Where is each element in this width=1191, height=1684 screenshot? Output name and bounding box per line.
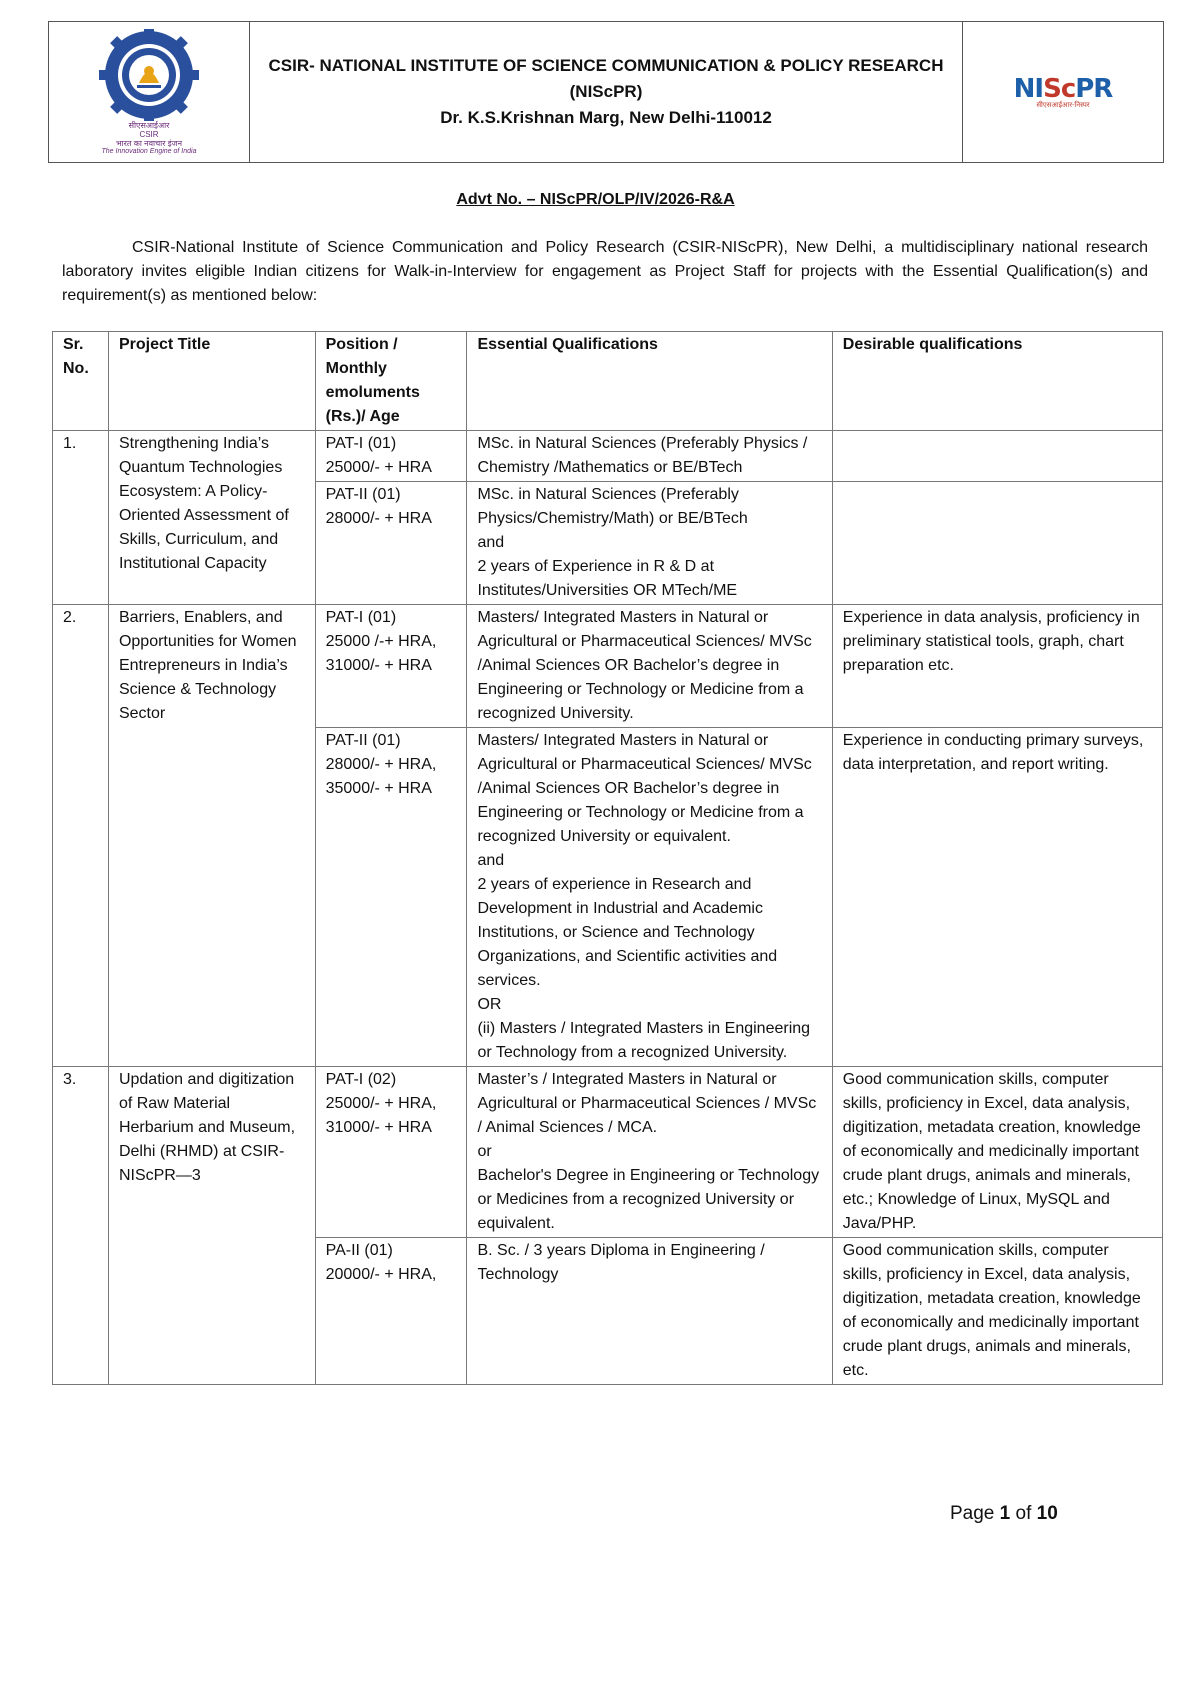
sr-no-cell: 1.	[53, 431, 109, 605]
position-cell: PAT-I (01) 25000 /-+ HRA, 31000/- + HRA	[315, 605, 467, 728]
desirable-qualification-cell: Good communication skills, computer skills, proficiency in Excel, data analysis, digitization, metadata creation, knowledge of economically and medicinally important crude plant drugs, animals and minerals, etc.; Knowledge of Linux, MySQL and Java/PHP.	[832, 1067, 1162, 1238]
position-cell: PAT-I (02) 25000/- + HRA, 31000/- + HRA	[315, 1067, 467, 1238]
project-title-cell: Updation and digitization of Raw Material Herbarium and Museum, Delhi (RHMD) at CSIR-NIScPR—3	[108, 1067, 315, 1385]
header-essential: Essential Qualifications	[467, 332, 832, 431]
header-position: Position / Monthly emoluments (Rs.)/ Age	[315, 332, 467, 431]
csir-tagline: The Innovation Engine of India	[101, 148, 197, 155]
essential-qualification-cell: Masters/ Integrated Masters in Natural or Agricultural or Pharmaceutical Sciences/ MVSc /Animal Sciences OR Bachelor’s degree in Engineering or Technology or Medicine from a recognized University.	[467, 605, 832, 728]
institute-title-block	[250, 22, 962, 162]
essential-qualification-cell: B. Sc. / 3 years Diploma in Engineering / Technology	[467, 1238, 832, 1385]
header-sr-no: Sr. No.	[53, 332, 109, 431]
niscpr-logo-sub: सीएसआईआर-निस्पर	[1036, 102, 1090, 109]
desirable-qualification-cell: Experience in conducting primary surveys, data interpretation, and report writing.	[832, 728, 1162, 1067]
project-title-cell: Strengthening India’s Quantum Technologies Ecosystem: A Policy-Oriented Assessment of Skills, Curriculum, and Institutional Capacity	[108, 431, 315, 605]
position-cell: PAT-I (01) 25000/- + HRA	[315, 431, 467, 482]
institute-address: Dr. K.S.Krishnan Marg, New Delhi-110012	[440, 108, 772, 127]
csir-hindi-tag: भारत का नवाचार इंजन	[115, 139, 183, 148]
csir-name: CSIR	[139, 130, 159, 139]
desirable-qualification-cell	[832, 431, 1162, 482]
advertisement-number: Advt No. – NIScPR/OLP/IV/2026-R&A	[456, 191, 735, 208]
desirable-qualification-cell: Good communication skills, computer skills, proficiency in Excel, data analysis, digitization, metadata creation, knowledge of economically and medicinally important crude plant drugs, animals and minerals, etc.	[832, 1238, 1162, 1385]
institute-abbrev: (NIScPR)	[569, 82, 643, 101]
position-cell: PA-II (01) 20000/- + HRA,	[315, 1238, 467, 1385]
institute-name: CSIR- NATIONAL INSTITUTE OF SCIENCE COMMUNICATION & POLICY RESEARCH	[268, 56, 944, 75]
csir-gear-emblem-icon	[99, 29, 199, 121]
table-row	[53, 605, 1163, 728]
table-row	[53, 431, 1163, 482]
desirable-qualification-cell	[832, 482, 1162, 605]
niscpr-logo	[962, 22, 1163, 162]
page-number	[950, 1503, 1058, 1525]
table-header-row	[53, 332, 1163, 431]
intro-text: CSIR-National Institute of Science Communication and Policy Research (CSIR-NIScPR), New Delhi, a multidisciplinary national research laboratory invites eligible Indian citizens for Walk-in-Interview for engagement as Project Staff for projects with the Essential Qualification(s) and requirement(s) as mentioned below:	[62, 239, 1148, 304]
project-title-cell: Barriers, Enablers, and Opportunities for Women Entrepreneurs in India’s Science & Technology Sector	[108, 605, 315, 1067]
sr-no-cell: 3.	[53, 1067, 109, 1385]
page-total: 10	[1036, 1503, 1058, 1524]
position-cell: PAT-II (01) 28000/- + HRA, 35000/- + HRA	[315, 728, 467, 1067]
intro-paragraph	[62, 236, 1148, 308]
page-label: Page	[950, 1503, 995, 1524]
page-of: of	[1015, 1503, 1032, 1524]
desirable-qualification-cell: Experience in data analysis, proficiency in preliminary statistical tools, graph, chart preparation etc.	[832, 605, 1162, 728]
positions-table	[52, 331, 1163, 1385]
table-row	[53, 1067, 1163, 1238]
header-desirable: Desirable qualifications	[832, 332, 1162, 431]
page-current: 1	[999, 1503, 1011, 1524]
csir-logo	[49, 22, 250, 162]
sr-no-cell: 2.	[53, 605, 109, 1067]
csir-hindi: सीएसआईआर	[128, 121, 170, 130]
essential-qualification-cell: Masters/ Integrated Masters in Natural or Agricultural or Pharmaceutical Sciences/ MVSc /Animal Sciences OR Bachelor’s degree in Engineering or Technology or Medicine from a recognized University or equivalent. and 2 years of experience in Research and Development in Industrial and Academic Institutions, or Science and Technology Organizations, and Scientific activities and services. OR (ii) Masters / Integrated Masters in Engineering or Technology from a recognized University.	[467, 728, 832, 1067]
niscpr-logo-text: NIScPR	[1013, 74, 1113, 104]
position-cell: PAT-II (01) 28000/- + HRA	[315, 482, 467, 605]
header-project-title: Project Title	[108, 332, 315, 431]
essential-qualification-cell: MSc. in Natural Sciences (Preferably Physics/Chemistry/Math) or BE/BTech and 2 years of Experience in R & D at Institutes/Universities OR MTech/ME	[467, 482, 832, 605]
essential-qualification-cell: MSc. in Natural Sciences (Preferably Physics / Chemistry /Mathematics or BE/BTech	[467, 431, 832, 482]
essential-qualification-cell: Master’s / Integrated Masters in Natural or Agricultural or Pharmaceutical Sciences / MVSc / Animal Sciences / MCA. or Bachelor's Degree in Engineering or Technology or Medicines from a recognized University or equivalent.	[467, 1067, 832, 1238]
letterhead	[48, 21, 1164, 163]
